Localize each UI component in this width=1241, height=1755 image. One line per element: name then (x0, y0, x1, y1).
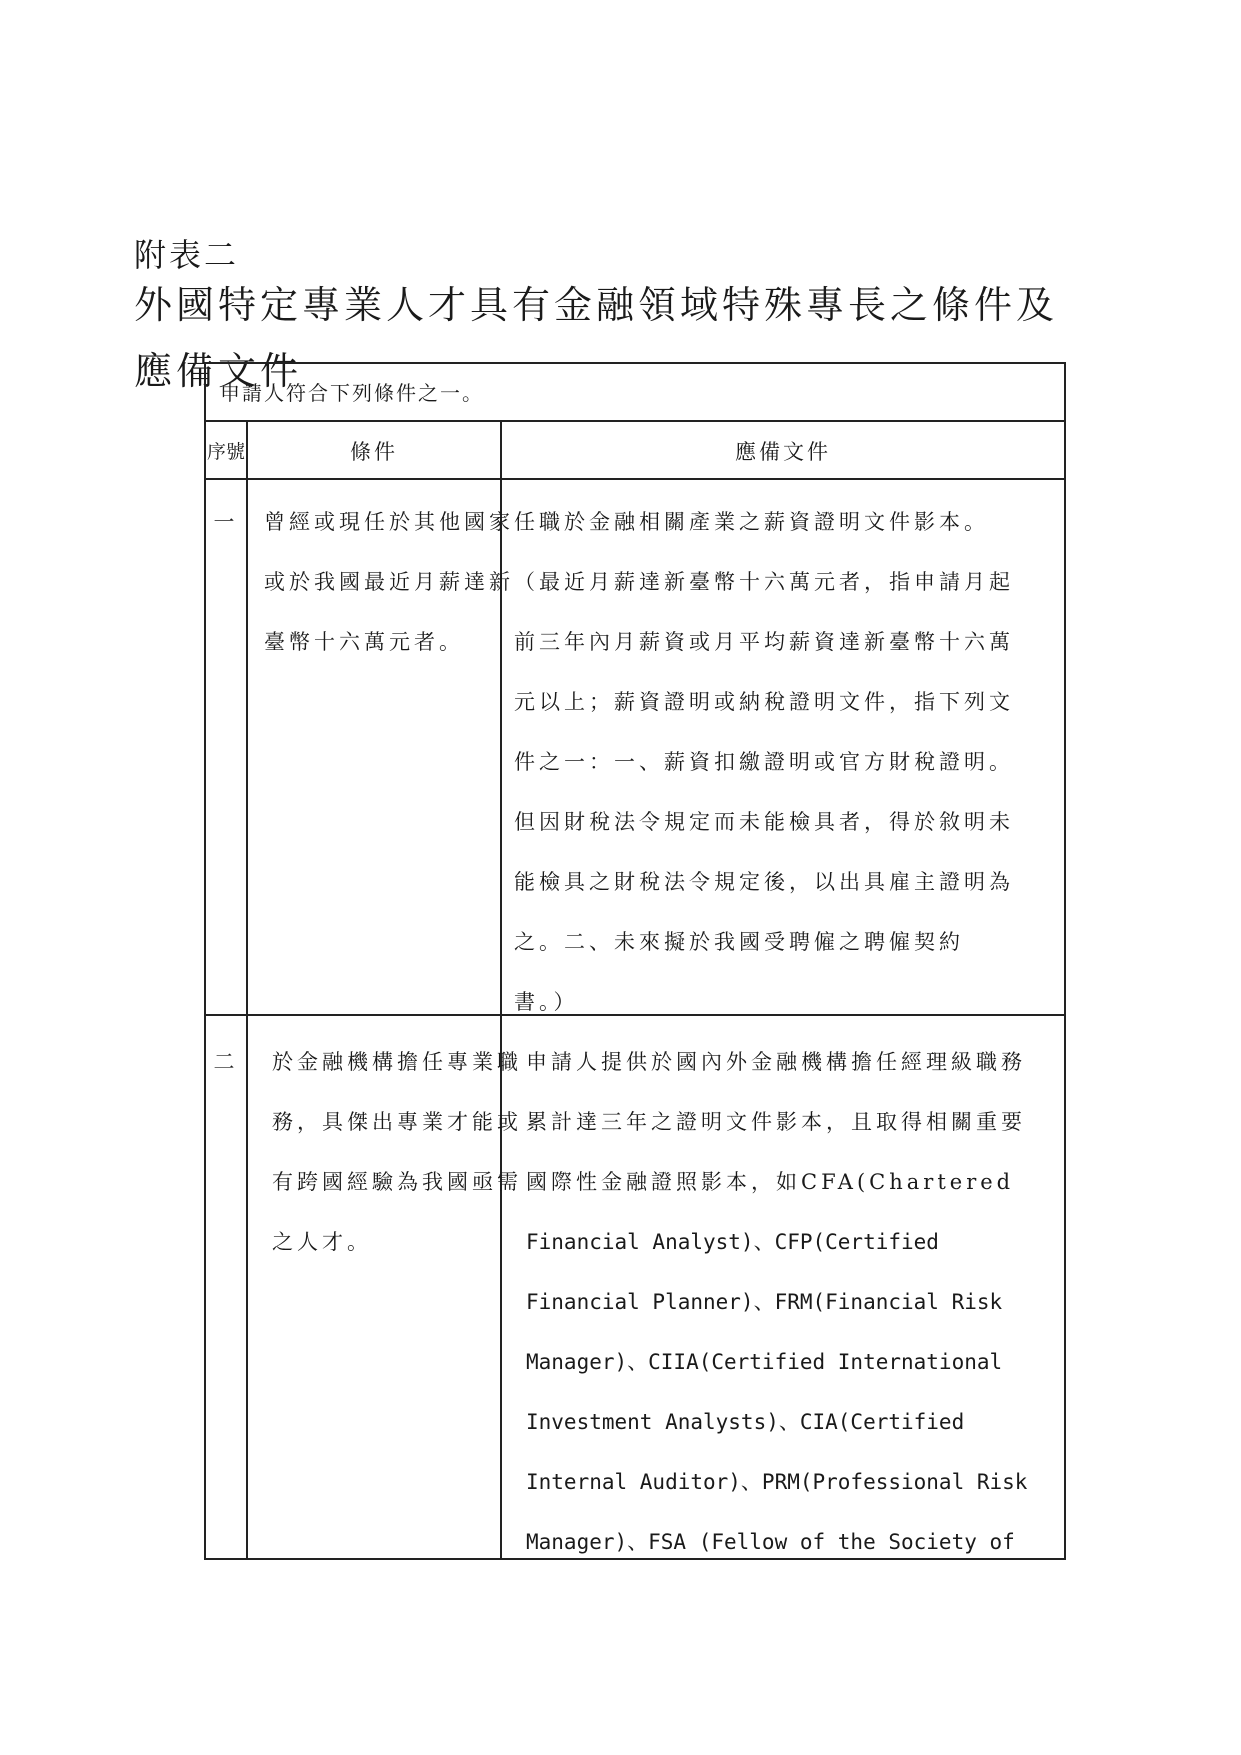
document-line: 之。二、未來擬於我國受聘僱之聘僱契約 (514, 930, 964, 954)
table-intro: 申請人符合下列條件之一。 (206, 364, 1064, 422)
condition-line: 臺幣十六萬元者。 (264, 630, 464, 654)
document-line: Financial Analyst)、CFP(Certified (526, 1230, 939, 1254)
column-divider (246, 422, 248, 1558)
document-line: Internal Auditor)、PRM(Professional Risk (526, 1470, 1028, 1494)
document-line: 任職於金融相關產業之薪資證明文件影本。 (514, 510, 989, 534)
condition-line: 之人才。 (272, 1230, 372, 1254)
document-line: 元以上；薪資證明或納稅證明文件，指下列文 (514, 690, 1014, 714)
document-line: 書。） (514, 990, 579, 1014)
document-line: 累計達三年之證明文件影本，且取得相關重要 (526, 1110, 1026, 1134)
row-condition (272, 1032, 522, 1272)
row-documents (526, 1032, 1027, 1572)
document-heading: 外國特定專業人才具有金融領域特殊專長之條件及應備文件 (134, 283, 1059, 393)
header-divider (206, 478, 1064, 480)
document-line: Investment Analysts)、CIA(Certified (526, 1410, 965, 1434)
requirements-table (204, 362, 1066, 1560)
document-line: 但因財稅法令規定而未能檢具者，得於敘明未 (514, 810, 1014, 834)
condition-line: 務，具傑出專業才能或 (272, 1110, 522, 1134)
row-number: 二 (213, 1050, 239, 1074)
row-number: 一 (213, 510, 239, 534)
document-line: （最近月薪達新臺幣十六萬元者，指申請月起 (514, 570, 1014, 594)
document-line: 件之一：一、薪資扣繳證明或官方財稅證明。 (514, 750, 1014, 774)
header-condition: 條件 (350, 440, 398, 464)
condition-line: 曾經或現任於其他國家 (264, 510, 514, 534)
header-number: 序號 (206, 441, 245, 463)
document-line: 能檢具之財稅法令規定後，以出具雇主證明為 (514, 870, 1014, 894)
header-documents: 應備文件 (735, 440, 831, 464)
document-line: Manager)、CIIA(Certified International (526, 1350, 1003, 1374)
document-line: Manager)、FSA (Fellow of the Society of (526, 1530, 1015, 1554)
document-line: 國際性金融證照影本，如CFA(Chartered (526, 1170, 1015, 1194)
document-line: Financial Planner)、FRM(Financial Risk (526, 1290, 1003, 1314)
condition-line: 於金融機構擔任專業職 (272, 1050, 522, 1074)
document-label: 附表二 (134, 236, 240, 274)
condition-line: 有跨國經驗為我國亟需 (272, 1170, 522, 1194)
document-line: 申請人提供於國內外金融機構擔任經理級職務 (526, 1050, 1026, 1074)
row-condition (264, 492, 514, 672)
row-documents (514, 492, 1014, 1032)
document-line: 前三年內月薪資或月平均薪資達新臺幣十六萬 (514, 630, 1014, 654)
condition-line: 或於我國最近月薪達新 (264, 570, 514, 594)
